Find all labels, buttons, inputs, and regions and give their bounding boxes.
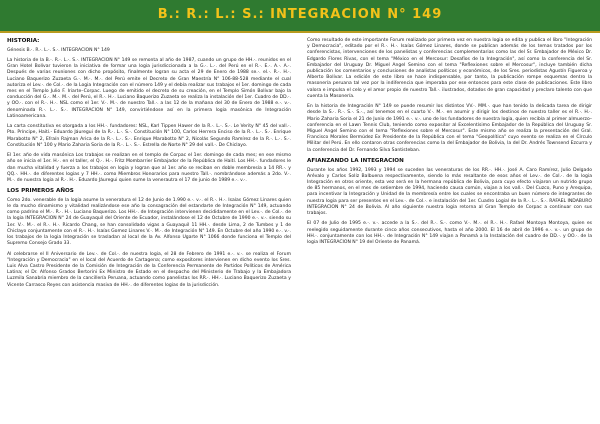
paragraph-third-year: En la historia de Integración N° 149 se puede resumir los distintos VV.·. MM.·. que han tenido la delicada tarea de dirigir desde la S.·. R.·. S.·. S.·., así tenemos en el cuarto V.·. M.·. en asumir y dirigir los destinos de nuestro taller es el R.·. H.·. Mario Zaharia Soria el 21 de Junio de 1991 e.·. v.·. uno de los fundadores de nuestra logia, quien recibía al primer almuerzo–conferencia en el Lawn Tennis Club, teniendo como expositor al Excelentísimo Embajador de la República del Uruguay Sr. Miguel Angel Semino con el tema "Reflexiones sobre el Mercosur". Este mismo año se realiza la presentación del Gral. Francisco Morales Bermúdez Ex Presidente de la República con el tema "Geopolítica" cuyo evento se realiza en el Círculo Militar del Perú. En ello contaron otras conferencias como la del Embajador de Bolivia, la del Dr. Andrés Townsend Ezcurra y la conferencia del Dr. Fernando Silva Santisteban.	[307, 104, 592, 153]
left-column	[7, 38, 291, 293]
paragraph-history: La historia de la B.·. R.·. L.·. S.·. INTEGRACION N° 149 se remonta al año de 1987, cuando un grupo de HH.·. reunidos en el Gran Hotel Bolívar tuvieron la iniciativa de formar una logia jurisdiccionada a la G.·. L.·. del Perú en el R.·. E.·. A.·. A.·. Después de varias reuniones con dicho propósito, finalmente logran su acta el 29 de Enero de 1988 se.·. el.·. R.·. H.·. Luciano Baquerizo Zuzaeta G.·. M.·. M.·. del Perú emite el Decreto de Gran Maestría N° 106-88-528 mediante el cual autoriza el Lev.·. de Col.·. de la Logia Integración con el número 149 y el debía realizar sus trabajos el 1er. domingo de cada mes en el Templo Julio F. Iriarte–Corpac. Luego de emitido el decreto de su creación, en el Templo Simón Bolívar bajo la conducción del G.·. M.·. M.·. del Perú, el R.·. H.·. Luciano Baquerizo Zuzaeta se realiza la instalación del 1er. Cuadro de DD.·. y OO.·. con el R.·. H.·. NSL como el 1er. V.·. M.·. de nuestro Tall.·. a las 12 de la mañana del 30 de Enero de 1988 e.·. v.·. denominada R.·. L.·. S.·. INTEGRACION N° 149, convirtiéndose así en la primera logia masónica de Integración Latinoamericana.	[7, 57, 291, 119]
right-column	[307, 38, 592, 250]
section-heading-first-years: LOS PRIMEROS AÑOS	[7, 188, 74, 195]
page-title: B.: R.: L.: S.: INTEGRACION N° 149	[157, 7, 443, 22]
paragraph-meetings: El 1er. año de vida masónica Los trabajos se realizan en el templo de Corpac el 1er. domingo de cada mes; en ese mismo año se inicia el 1er. H.·. en el taller, el Q.·. H.·. Fritz Mombarrier Embajador de la República de Haití. Los HH.·. fundadores le dan mucha vitalidad y fuerza a los trabajos en logia y logran que al 1er. año se reciban en doble membresía a 14 RR.·. y QQ.·. HH.·. de diferentes logias y 7 HH.·. como Miembros Honorarios para nuestro Tall.·. nombrándose además a 2do. V.·. M.·. de nuestra logia al R.·. H.·. Eduardo Jáuregui quien sume la venerautra el 17 de junio de 1989 e.·. v.·.	[7, 153, 291, 183]
section-heading-strengthening: AFIANZANDO LA INTEGRACION	[307, 158, 404, 165]
paragraph-genesis: Génesis B.·. R.·. L.·. S.·. INTEGRACION N° 149	[7, 47, 110, 53]
paragraph-1995: El 07 de Julio de 1995 e.·. v.·. accede a la S.·. del R.·. S.·. como V.·. M.·. el R.·. H.·. Rafael Montoya Montoya, quien es reelegido seguidamente durante cinco años consecutivos, hasta el año 2000. El 16 de abril de 1996 e.·. v.·. un grupo de HH.·. conjuntamente con los HH.·. de Integración N° 149 viajan a Panamá a la Instalación del cuadro de DD.·. y OO.·. de la logia INTEGRACION N° 19 del Oriente de Panamá.	[307, 221, 592, 245]
paragraph-anniversary: Al celebrarse el II Aniversario de Lev.·. de Col.·. de nuestra logia, el 28 de Febrero de 1991 e.·. v.·. se realiza el Forum "Integración y Democracia" en el local del Acuerdo de Cartagena; como expositores intervienen en dicho evento los Sres. Luis Alva Castro Presidente de la Comisión de Integración de la Conferencia Permanente de Partidos Políticos de América Latina; el Dr. Alfonso Grados Bertorini Ex Ministro de Estado en el despacho del Ministerio de Trabajo y la Embajadora Luzmila Sanabria miembro de la cancillería Peruana, actuando como panelistas los RR.·. HH.·. Luciano Baquerizo Zuzaeta y Vicente Carrasco Reyes con asistencia masiva de HH.·. de diferentes logias de la jurisdicción.	[7, 251, 291, 288]
section-heading-history: HISTORIA:	[7, 38, 40, 44]
paragraph-first-years: Como 2do. venerable de la logia asume la veneratura el 12 de Junio de 1.990 e.·. v.·. el R.·. H.·. Isaías Gómez Linares quien le da mucho dinamismo y vitalidad realizándose ese año la consagración del estandarte de Integración N° 149, actuando como padrino el M.·. R.·. H.·. Luciano Baquerizo. Los HH.·. de Integración intervienen decididamente en el Lev.·. de Col.·. de la logia INTEGRACION N° 24 de Guayaquil del Oriente de Ecuador, instalándose el 12 de Octubre de 1990 e.·. v.·. siendo su 1er. V.·. M.·. el R.·. H.·. Ricardo Chang, se han consolidado vigas a Guayaquil 11 HH.·. desde Lima, 2 de Tumbes y 1 de Chiclayo conjuntamente con el R.·. H.·. Isaías Gomez Linares V.·. M.·. de Integración N° 149. En Octubre del año 1990 e.·. v.·. los trabajos de la logia Integración se trasladan al local de la Av. Alfonso Ugarte N° 1066 donde funciona el Templo del Supremo Consejo Grado 33.	[7, 197, 291, 247]
paragraph-charter: La carta constitutiva es otorgada a los HH.·. fundadores: NSL, Karl Tippen Hawer de la R.·. L.·. S.·. Le Verity N° 45 del vall.·. Pto. Príncipe, Haití.- Eduardo Jáuregui de la R.·. L.·. S.·. Constitución N° 100, Carlos Herrera Enciso de la R.·. L.·. S.·. Enrique Marabotto N° 2, Efraín Rajman Arica de la R.·. L.·. S.·. Enrique Marabotto N° 2, Nicolás Segundo Ramírez de la R.·. L.·. S.·. Constitución N° 100 y Mario Zaharia Soria de la R.·. L.·. S.·. Estrella de Norte N° 29 del vall.·. De Chiclayo.	[7, 124, 291, 148]
title-banner	[0, 0, 600, 33]
paragraph-strengthening: Durante los años 1992, 1993 y 1994 se suceden las veneraturas de los RR.·. HH.·. José A. Caro Ramírez, Julio Delgado Arévalo y Carlos Solíz Balbuena respectivamente, siendo lo más resaltante de esos años el Lev.·. de Col.·. de la logia Integración en otros oriente, esta vez será en la hermana república de Bolivia, para cuyo efecto viajaron un nutrido grupo de 85 hermanos, en el mes de setiembre de 1994, haciendo causa común, viajan a los vall.·. Del Cuzco, Puno y Arequipa, para incentivar la Integración y Unidad de la membresía entre los cuales se encontraba un buen número de integrantes de nuestra logia para ser presentes en el Lev.·. de Col.·. e instalación del 1er. Cuadro Logial de la R.·. L.·. S.·. RAFAEL INDABURO INTEGRACION N° 24 de Bolivia. Al año siguiente nuestra logia retorna al Gran Templo de Corpac a continuar con sus trabajos.	[307, 167, 592, 216]
paragraph-book: Como resultado de este importante Forum realizado por primera vez en nuestra logia se edita y publica el libro "Integración y Democracia", editado por el R.·. H.·. Isaías Gómez Linares, donde se publican además de los temas tratados por los conferencistas, intervenciones de los panelistas y conferencias complementarias como las del Sr. Embajador de México Dr. Edgardo Flores Rivas, con el tema "México en el Mercosur: Desafíos de la Integración", así como la conferencia del Sr. Embajador del Uruguay Dr. Miguel Angel Semino con el tema "Reflexiones sobre el Mercosur", incluye también dicha publicación los comentarios y conclusiones de analistas políticos y económicos, de los Sres. periodistas Agustín Figueroa y Alberto Bolívar. La edición de este libro se hace indispensable, por tanto, la publicación rompe esquemas dentro la masonería peruana tal vez por la indiferencia que imperaba por ese entonces para este clase de publicaciones. Este libro valora e impulsa el celo y el amor propio de nuestro Tall.·. ilustrados, dotados de gran capacidad y preclaro talento con que cuenta la Masonería.	[307, 38, 592, 99]
